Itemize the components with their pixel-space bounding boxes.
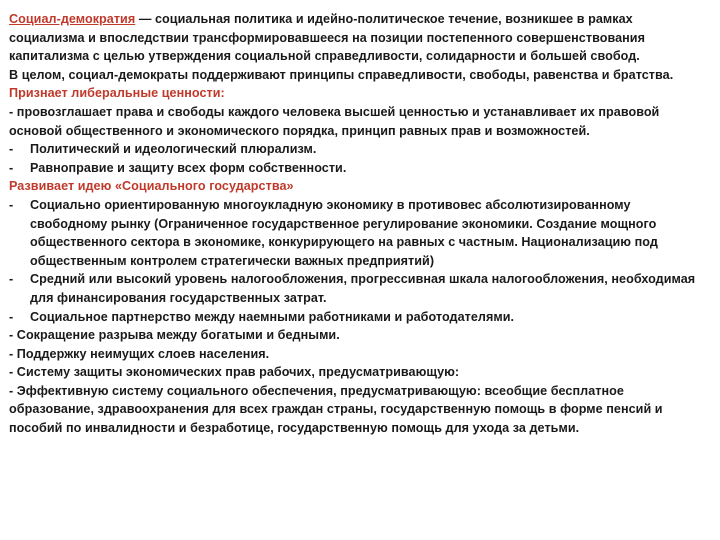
bullet-dash: - <box>9 272 14 287</box>
list-item-text: Социально ориентированную многоукладную экономику в противовес абсолютизированному свободному рынку (Ограниченное государственное регулирование экономики. Создание мощного общественного сектора в экономике, конкурирующего на равных с частным. Национализацию под общественным контролем стратегически важных предприятий) <box>30 197 658 268</box>
dash-list-item: - Систему защиты экономических прав рабочих, предусматривающую: <box>9 365 460 380</box>
bullet-dash: - <box>9 142 14 157</box>
dash-list-item: - Поддержку неимущих слоев населения. <box>9 346 270 361</box>
list-item <box>9 140 708 159</box>
list-item-text: Социальное партнерство между наемными работниками и работодателями. <box>30 309 515 324</box>
bullet-dash: - <box>9 197 14 212</box>
term-social-democracy[interactable]: Социал-демократия <box>9 12 136 26</box>
list-item-text: Средний или высокий уровень налогообложения, прогрессивная шкала налогообложения, необходимая для финансирования государственных затрат. <box>30 272 696 305</box>
list-item-text: Равноправие и защиту всех форм собственности. <box>30 160 347 175</box>
intro-paragraph <box>9 10 708 66</box>
list-item <box>9 270 708 307</box>
liberal-values-lead: - провозглашает права и свободы каждого человека высшей ценностью и устанавливает их правовой основой общественного и экономического порядка, принцип равных прав и возможностей. <box>9 104 660 138</box>
term-definition: — социальная политика и идейно-политическое течение, возникшее в рамках социализма и впоследствии трансформировавшееся на позиции постепенного совершенствования капитализма с целью утверждения социальной справедливости, солидарности и большей свобод. <box>9 12 645 64</box>
list-item <box>9 159 708 178</box>
list-item-text: Политический и идеологический плюрализм. <box>30 142 317 157</box>
liberal-values-heading: Признает либеральные ценности: <box>9 86 225 101</box>
list-item <box>9 196 708 270</box>
welfare-state-heading: Развивает идею «Социального государства» <box>9 179 294 194</box>
dash-list-item: - Эффективную систему социального обеспечения, предусматривающую: всеобщие бесплатное образование, здравоохранения для всех граждан страны, государственную помощь в форме пенсий и пособий по инвалидности и безработице, государственную помощь для ухода за детьми. <box>9 383 663 436</box>
bullet-dash: - <box>9 309 14 324</box>
dash-list-item: - Сокращение разрыва между богатыми и бедными. <box>9 328 340 343</box>
list-item <box>9 308 708 327</box>
intro-summary: В целом, социал-демократы поддерживают принципы справедливости, свободы, равенства и братства. <box>9 67 674 82</box>
bullet-dash: - <box>9 160 14 175</box>
